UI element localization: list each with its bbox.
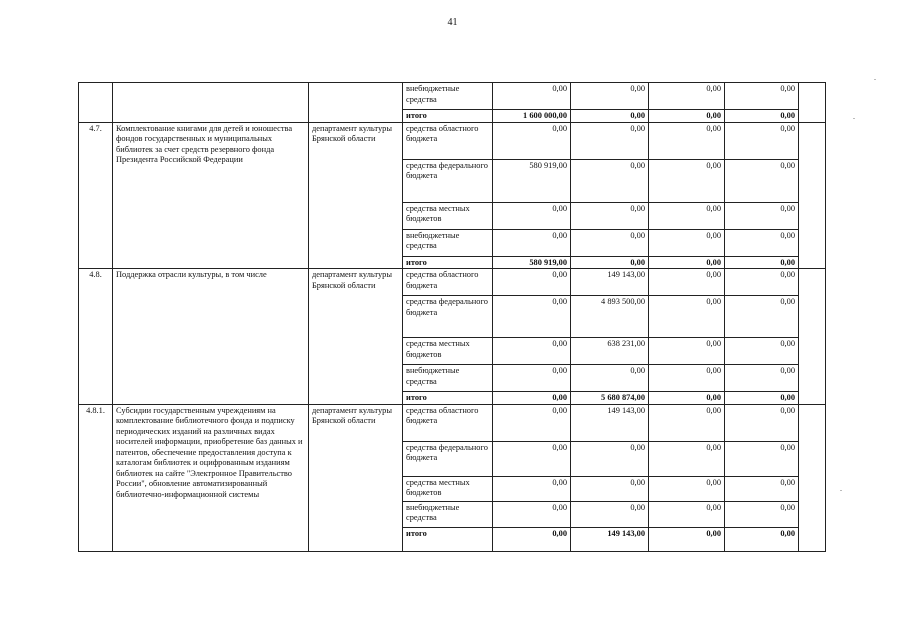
value-cell: 4 893 500,00 xyxy=(571,296,649,338)
row-number-cell: 4.7. xyxy=(79,122,113,269)
scan-speck xyxy=(874,79,876,80)
value-cell: 0,00 xyxy=(649,338,725,365)
empty-cell xyxy=(799,122,826,269)
funding-source: внебюджетные средства xyxy=(403,229,493,256)
value-cell: 0,00 xyxy=(493,229,571,256)
funding-source: итого xyxy=(403,110,493,123)
funding-source: внебюджетные средства xyxy=(403,83,493,110)
value-cell: 0,00 xyxy=(649,392,725,405)
value-cell: 0,00 xyxy=(571,476,649,501)
value-cell: 0,00 xyxy=(493,338,571,365)
value-cell: 0,00 xyxy=(725,392,799,405)
value-cell: 0,00 xyxy=(571,202,649,229)
value-cell: 149 143,00 xyxy=(571,269,649,296)
value-cell: 0,00 xyxy=(493,122,571,159)
funding-source: средства федерального бюджета xyxy=(403,159,493,202)
value-cell: 0,00 xyxy=(649,256,725,269)
value-cell: 580 919,00 xyxy=(493,159,571,202)
value-cell: 0,00 xyxy=(725,501,799,527)
value-cell: 0,00 xyxy=(493,83,571,110)
value-cell: 0,00 xyxy=(649,122,725,159)
table-row xyxy=(79,122,826,159)
scan-speck xyxy=(840,490,842,491)
funding-source: средства местных бюджетов xyxy=(403,338,493,365)
value-cell: 5 680 874,00 xyxy=(571,392,649,405)
value-cell: 0,00 xyxy=(571,501,649,527)
value-cell: 0,00 xyxy=(649,83,725,110)
value-cell: 0,00 xyxy=(725,122,799,159)
funding-source: средства федерального бюджета xyxy=(403,296,493,338)
value-cell: 580 919,00 xyxy=(493,256,571,269)
value-cell: 0,00 xyxy=(493,501,571,527)
empty-cell xyxy=(799,269,826,405)
funding-source: итого xyxy=(403,256,493,269)
description-cell xyxy=(113,83,309,123)
description-cell: Субсидии государственным учреждениям на комплектование библиотечного фонда и подписку периодических изданий на различных видах носителей информации, приобретение баз данных и патентов, обеспечение предоставления доступа к каталогам библиотек и оцифрованным изданиям библиотек на сайте "Электронное Правительство России", обновление автоматизированный библиотечно-информационной системы xyxy=(113,404,309,551)
funding-source: итого xyxy=(403,527,493,551)
row-number-cell: 4.8.1. xyxy=(79,404,113,551)
empty-cell xyxy=(799,404,826,551)
value-cell: 0,00 xyxy=(493,202,571,229)
value-cell: 0,00 xyxy=(493,441,571,476)
table-row xyxy=(79,269,826,296)
funding-source: средства областного бюджета xyxy=(403,404,493,441)
table-row xyxy=(79,83,826,110)
value-cell: 0,00 xyxy=(725,83,799,110)
value-cell: 0,00 xyxy=(571,441,649,476)
value-cell: 0,00 xyxy=(649,159,725,202)
value-cell: 0,00 xyxy=(725,365,799,392)
funding-source: средства областного бюджета xyxy=(403,269,493,296)
funding-source: средства местных бюджетов xyxy=(403,202,493,229)
budget-table xyxy=(78,82,826,552)
value-cell: 0,00 xyxy=(649,202,725,229)
value-cell: 0,00 xyxy=(725,269,799,296)
funding-source: средства областного бюджета xyxy=(403,122,493,159)
value-cell: 0,00 xyxy=(649,527,725,551)
value-cell: 0,00 xyxy=(725,256,799,269)
funding-source: средства местных бюджетов xyxy=(403,476,493,501)
value-cell: 0,00 xyxy=(493,527,571,551)
description-cell: Поддержка отрасли культуры, в том числе xyxy=(113,269,309,405)
value-cell: 0,00 xyxy=(493,296,571,338)
value-cell: 0,00 xyxy=(725,110,799,123)
value-cell: 0,00 xyxy=(649,269,725,296)
description-cell: Комплектование книгами для детей и юношества фондов государственных и муниципальных библиотек за счет средств резервного фонда Президента Российской Федерации xyxy=(113,122,309,269)
empty-cell xyxy=(799,83,826,123)
value-cell: 0,00 xyxy=(493,392,571,405)
department-cell: департамент культуры Брянской области xyxy=(309,269,403,405)
value-cell: 0,00 xyxy=(725,527,799,551)
department-cell xyxy=(309,83,403,123)
value-cell: 0,00 xyxy=(571,122,649,159)
value-cell: 638 231,00 xyxy=(571,338,649,365)
value-cell: 0,00 xyxy=(493,365,571,392)
value-cell: 0,00 xyxy=(649,404,725,441)
value-cell: 0,00 xyxy=(649,110,725,123)
value-cell: 0,00 xyxy=(725,338,799,365)
value-cell: 0,00 xyxy=(571,83,649,110)
value-cell: 0,00 xyxy=(649,476,725,501)
table-row xyxy=(79,404,826,441)
scan-speck xyxy=(853,118,855,119)
value-cell: 0,00 xyxy=(493,269,571,296)
funding-source: внебюджетные средства xyxy=(403,501,493,527)
funding-source: итого xyxy=(403,392,493,405)
value-cell: 0,00 xyxy=(725,404,799,441)
value-cell: 0,00 xyxy=(649,365,725,392)
page-number: 41 xyxy=(447,17,458,28)
funding-source: внебюджетные средства xyxy=(403,365,493,392)
value-cell: 0,00 xyxy=(725,202,799,229)
value-cell: 0,00 xyxy=(725,476,799,501)
department-cell: департамент культуры Брянской области xyxy=(309,404,403,551)
value-cell: 0,00 xyxy=(649,296,725,338)
value-cell: 0,00 xyxy=(493,404,571,441)
value-cell: 0,00 xyxy=(725,296,799,338)
value-cell: 0,00 xyxy=(571,365,649,392)
value-cell: 149 143,00 xyxy=(571,527,649,551)
value-cell: 149 143,00 xyxy=(571,404,649,441)
value-cell: 1 600 000,00 xyxy=(493,110,571,123)
value-cell: 0,00 xyxy=(725,159,799,202)
value-cell: 0,00 xyxy=(649,229,725,256)
value-cell: 0,00 xyxy=(571,159,649,202)
value-cell: 0,00 xyxy=(649,501,725,527)
value-cell: 0,00 xyxy=(571,110,649,123)
value-cell: 0,00 xyxy=(649,441,725,476)
value-cell: 0,00 xyxy=(571,256,649,269)
funding-source: средства федерального бюджета xyxy=(403,441,493,476)
value-cell: 0,00 xyxy=(493,476,571,501)
row-number-cell xyxy=(79,83,113,123)
value-cell: 0,00 xyxy=(725,441,799,476)
department-cell: департамент культуры Брянской области xyxy=(309,122,403,269)
value-cell: 0,00 xyxy=(725,229,799,256)
value-cell: 0,00 xyxy=(571,229,649,256)
row-number-cell: 4.8. xyxy=(79,269,113,405)
